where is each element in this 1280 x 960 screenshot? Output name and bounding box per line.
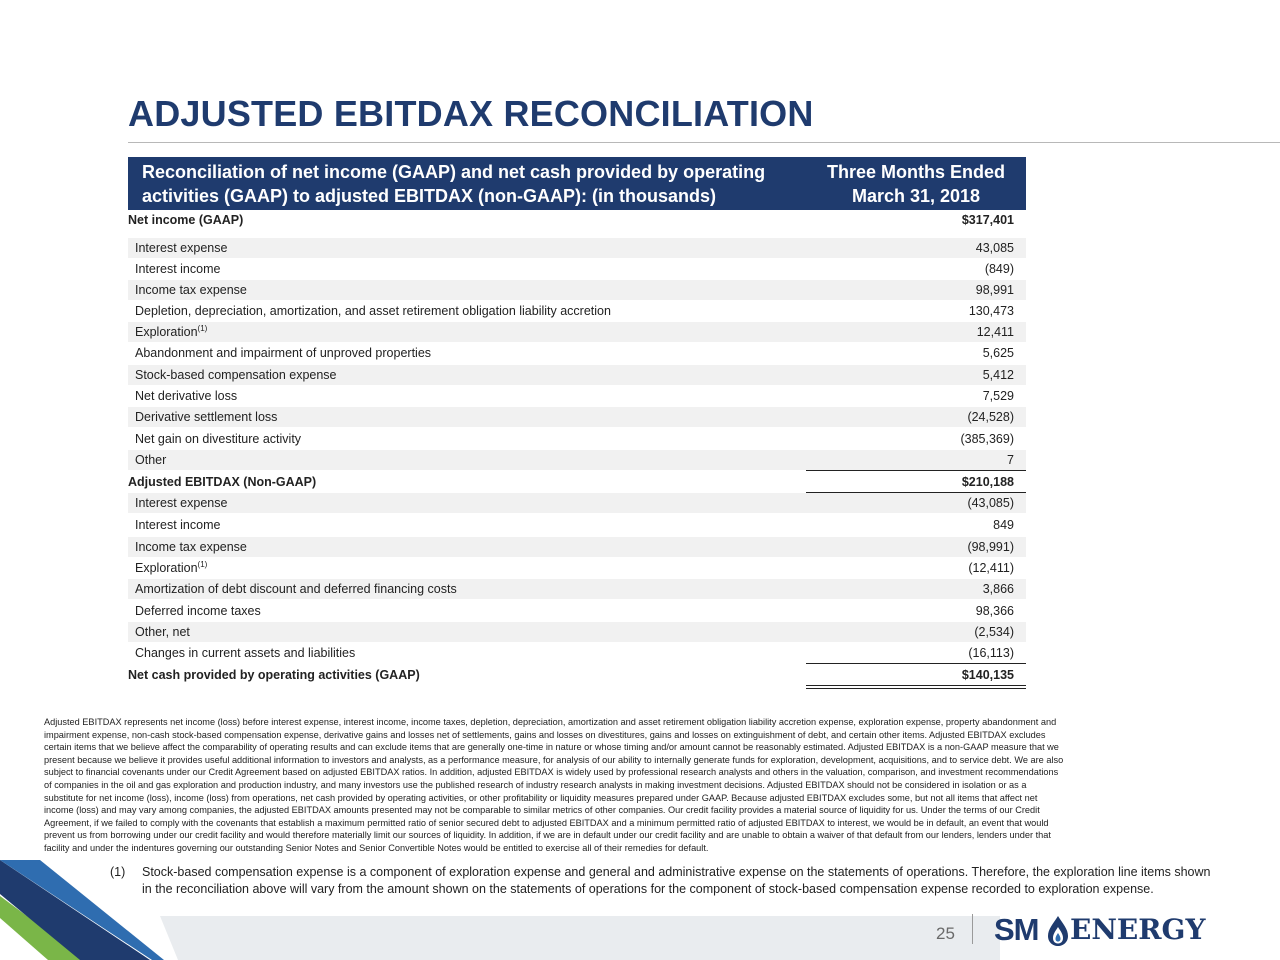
row-label: Derivative settlement loss [135,410,278,424]
description-line: of companies in the oil and gas exploration and production industry, and many investors use the published research of industry research analysts in making investment decisions. Adjusted EBITDAX should not be considered in isolation or as a [44,779,1027,790]
row-value: 98,366 [975,604,1014,618]
table-row [128,322,1026,342]
row-value: (12,411) [968,561,1014,575]
header-description-line-2: activities (GAAP) to adjusted EBITDAX (non-GAAP): (in thousands) [142,186,717,206]
title-divider [128,142,1280,143]
row-label: Deferred income taxes [135,604,261,618]
decorative-swoosh [0,860,1000,960]
row-label: Net derivative loss [135,389,238,403]
swoosh-navy-band [0,860,150,960]
row-value: 5,625 [982,346,1014,360]
row-value: 12,411 [976,325,1014,339]
header-period-line-1: Three Months Ended [826,162,1005,182]
row-value: (98,991) [967,540,1014,554]
row-value: $140,135 [961,668,1014,682]
row-value: 849 [993,518,1014,532]
row-label [135,558,207,578]
table-row-adjusted-ebitdax [128,472,1026,492]
footnote-line-2: in the reconciliation above will vary from the amount shown on the statements of operations for the component of stock-based compensation expense recorded to exploration expense. [142,882,1154,896]
row-value: $317,401 [961,213,1014,227]
logo-sm-text: SM [994,912,1039,947]
row-label: Interest income [135,518,221,532]
row-value: (16,113) [968,646,1014,660]
description-line: impairment expense, non-cash stock-based compensation expense, derivative gains and losses net of settlements, gains and losses on divestitures, gains and losses on extinguishment of debt, and certain other items. Adjusted EBITDAX excludes [44,729,1046,740]
table-row [128,386,1026,406]
table-row [128,238,1026,258]
description-line: certain items that we believe affect the comparability of operating results and can exclude items that are generally one-time in nature or whose timing and/or amount cannot be reasonably estimated. Adjusted EBITDAX is a non-GAAP measure that we [44,742,1059,753]
table-row [128,343,1026,363]
row-label [135,322,207,342]
double-underline-top [806,685,1026,686]
page-number: 25 [936,924,955,943]
row-label: Income tax expense [135,540,247,554]
table-row [128,622,1026,642]
table-row [128,301,1026,321]
table-row [128,280,1026,300]
row-label: Amortization of debt discount and deferred financing costs [135,582,457,596]
row-label: Other, net [135,625,190,639]
row-value: (385,369) [960,432,1014,446]
sm-energy-logo [994,912,1226,948]
row-label: Net cash provided by operating activities (GAAP) [128,668,420,682]
page-title: ADJUSTED EBITDAX RECONCILIATION [128,93,814,134]
flame-icon [1046,915,1070,947]
row-label: Interest expense [135,241,228,255]
table-row [128,515,1026,535]
subtotal-rule [806,663,1026,664]
table-row-net-cash [128,665,1026,685]
table-row [128,407,1026,427]
table-header [128,157,1026,210]
row-label: Changes in current assets and liabilities [135,646,356,660]
row-label: Adjusted EBITDAX (Non-GAAP) [128,475,317,489]
table-row [128,365,1026,385]
row-label: Stock-based compensation expense [135,368,337,382]
row-value: $210,188 [961,475,1014,489]
table-row [128,450,1026,470]
row-value: 130,473 [968,304,1014,318]
swoosh-grey-band [160,916,1000,960]
footnote-marker: (1) [197,559,208,569]
description-line: Agreement, if we failed to comply with the covenants that establish a maximum permitted ratio of senior secured debt to adjusted EBITDAX and a minimum permitted ratio of adjusted EBITDAX to interest, we would be in default, an event that would [44,817,1049,828]
row-label: Other [135,453,167,467]
table-row [128,579,1026,599]
row-label-text: Exploration [135,561,198,575]
footnote-line-1: Stock-based compensation expense is a component of exploration expense and general and administrative expense on the statements of operations. Therefore, the exploration line items shown [142,865,1211,879]
table-header-period [808,160,1024,208]
table-row [128,558,1026,578]
table-row [128,537,1026,557]
row-value: 7,529 [982,389,1014,403]
header-period-line-2: March 31, 2018 [851,186,981,206]
row-value: 3,866 [982,582,1014,596]
header-description-line-1: Reconciliation of net income (GAAP) and net cash provided by operating [142,162,766,182]
row-value: 5,412 [982,368,1014,382]
description-line: facility and under the indentures governing our outstanding Senior Notes and Senior Convertible Notes would be entitled to exercise all of their remedies for default. [44,842,709,853]
row-label: Abandonment and impairment of unproved properties [135,346,432,360]
description-line: prevent us from borrowing under our credit facility and would therefore materially limit our sources of liquidity. In addition, if we are in default under our credit facility and are unable to obtain a waiver of that default from our lenders, lenders under that [44,830,1051,841]
description-line: present because we believe it provides useful additional information to investors and analysts, as a performance measure, for analysis of our ability to internally generate funds for exploration, development, acquisitions, and to service debt. We are also [44,754,1064,765]
row-value: 7 [1007,453,1014,467]
logo-energy-text: ENERGY [1070,913,1206,946]
footnote-number: (1) [110,865,126,879]
row-value: 43,085 [975,241,1014,255]
row-value: 98,991 [975,283,1014,297]
row-value: (24,528) [967,410,1014,424]
row-value: (2,534) [974,625,1014,639]
table-row-net-income [128,210,1026,230]
row-label: Depletion, depreciation, amortization, and asset retirement obligation liability accretion [135,304,611,318]
footnote-marker: (1) [197,323,208,333]
description-line: subject to financial covenants under our Credit Agreement based on adjusted EBITDAX ratios. In addition, adjusted EBITDAX is widely used by professional research analysts and others in the valuation, comparison, and investment recommendations [44,767,1059,778]
row-label: Net income (GAAP) [128,213,244,227]
description-line: substitute for net income (loss), income (loss) from operations, net cash provided by operating activities, or other profitability or liquidity measures prepared under GAAP. Because adjusted EBITDAX excludes some, but not all items that affect net [44,792,1038,803]
description-line: income (loss) and may vary among companies, the adjusted EBITDAX amounts presented may not be comparable to similar metrics of other companies. Our credit facility provides a material source of liquidity for us. Under the terms of our Credit [44,805,1040,816]
subtotal-rule [806,470,1026,471]
description-line: Adjusted EBITDAX represents net income (loss) before interest expense, interest income, income taxes, depletion, depreciation, amortization and asset retirement obligation liability accretion expense, exploration expense, property abandonment and [44,717,1057,727]
page-number-divider [972,914,973,944]
row-label: Net gain on divestiture activity [135,432,302,446]
double-underline-bottom [806,688,1026,689]
row-label: Interest income [135,262,221,276]
table-header-description [142,160,812,208]
row-label: Interest expense [135,496,228,510]
row-value: (43,085) [967,496,1014,510]
row-value: (849) [984,262,1014,276]
ebitdax-description [44,716,1244,855]
table-row [128,601,1026,621]
table-row [128,643,1026,663]
table-row [128,259,1026,279]
table-row [128,493,1026,513]
row-label: Income tax expense [135,283,247,297]
table-row [128,429,1026,449]
row-label-text: Exploration [135,325,198,339]
